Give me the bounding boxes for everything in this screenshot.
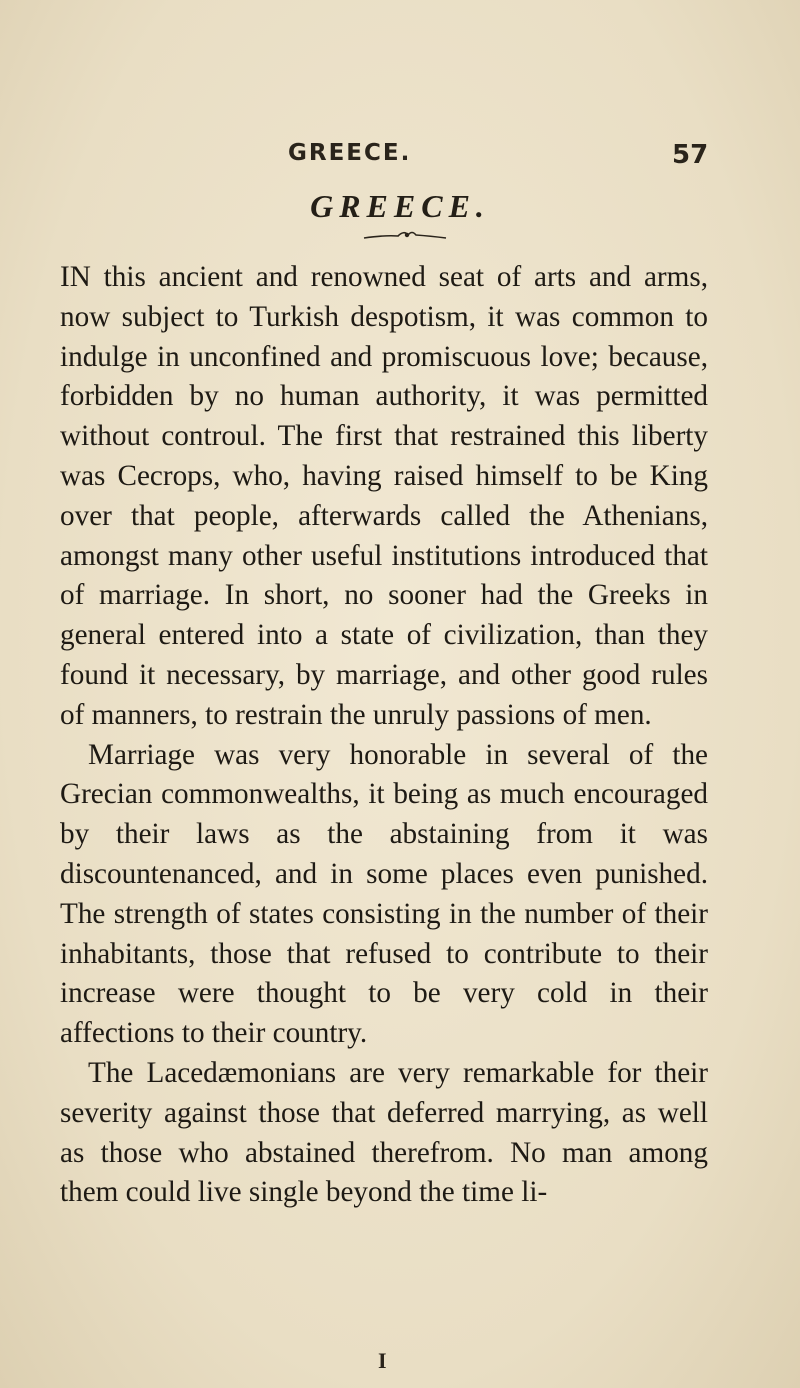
body-text (60, 258, 708, 1213)
page-number: 57 (672, 140, 709, 170)
running-head-title: GREECE. (288, 140, 412, 166)
signature-mark: I (378, 1348, 387, 1373)
paragraph: IN this ancient and renowned seat of arts and arms, now subject to Turkish despotism, it was common to indulge in unconfined and promiscuous love; because, forbidden by no human authority, it was permitted without controul. The first that restrained this liberty was Cecrops, who, having raised himself to be King over that people, afterwards called the Athenians, amongst many other useful institutions introduced that of marriage. In short, no sooner had the Greeks in general entered into a state of civilization, than they found it necessary, by marriage, and other good rules of manners, to restrain the unruly passions of men. (60, 261, 708, 731)
ornament-rule-icon (360, 226, 450, 246)
chapter-title: GREECE. (310, 188, 490, 224)
paragraph: The Lacedæmonians are very remarkable for their severity against those that deferred marrying, as well as those who abstained therefrom. No man among them could live single beyond the time li- (60, 1056, 708, 1209)
running-head (0, 140, 800, 180)
paragraph: Marriage was very honorable in several of the Grecian commonwealths, it being as much encouraged by their laws as the abstaining from it was discountenanced, and in some places even punished. The strength of states consisting in the number of their inhabitants, those that refused to contribute to their increase were thought to be very cold in their affections to their country. (60, 738, 708, 1050)
